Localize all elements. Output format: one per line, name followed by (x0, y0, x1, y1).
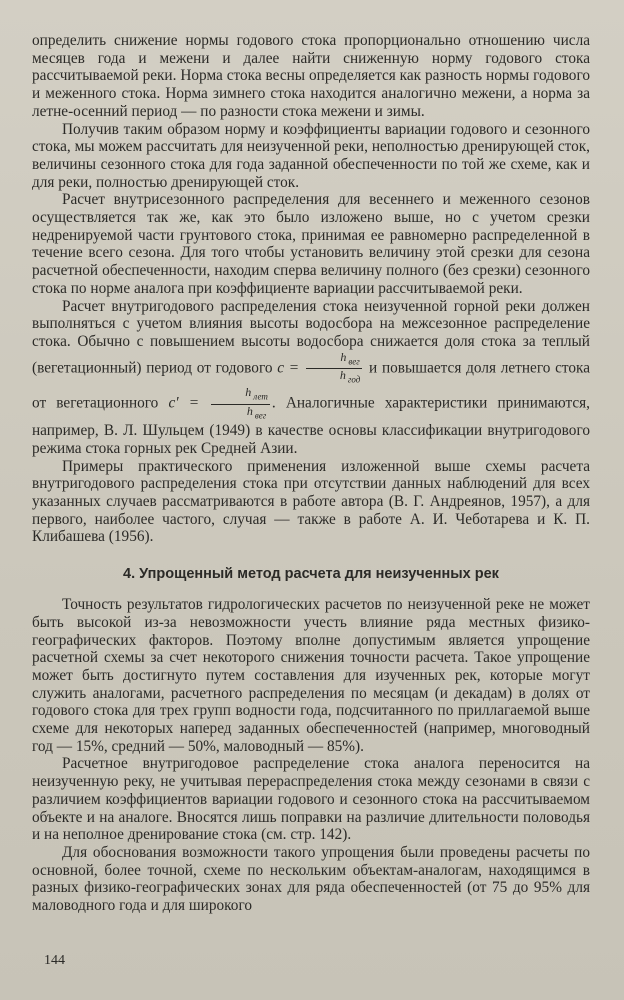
section-heading: 4. Упрощенный метод расчета для неизученных рек (123, 566, 499, 583)
paragraph-1: определить снижение нормы годового стока пропорционально отношению числа месяцев года и межени и далее найти сниженную норму годового стока рассчитываемой реки. Норма стока весны определяется как разность нормы годового и меженного стока. Норма зимнего стока находится аналогично межени, а норма за летне-осенний период — по разности стока межени и зимы. (32, 32, 590, 120)
paragraph-3: Расчет внутрисезонного распределения для весеннего и меженного сезонов осуществляется так же, как это было изложено выше, но с учетом срезки недренируемой части грунтового стока, принимая ее равномерно распределенной в течение всего сезона. Для того чтобы установить величину этой срезки для сезона расчетной обеспеченности, находим сперва величину полного (без срезки) сезонного стока по норме аналога при коэффициенте вариации рассчитываемой реки. (32, 191, 590, 297)
paragraph-4 (32, 298, 590, 458)
paragraph-7: Расчетное внутригодовое распределение стока аналога переносится на неизученную реку, не учитывая перераспределения стока между сезонами в связи с различием коэффициентов вариации годового и сезонного стока на рассчитываемом объекте и на аналоге. Вносятся лишь поправки на различие длительности половодья и на неполное дренирование стока (см. стр. 142). (32, 755, 590, 844)
page-number: 144 (44, 953, 65, 968)
formula-c-fraction: $\frac{h _{вег}}{h _{год}}$ (306, 351, 362, 387)
paragraph-4-start: Расчет внутригодового распределения стока неизученной горной реки должен выполняться с учетом влияния высоты водосбора на межсезонное распределение стока. Обычно с повышением высоты водосбора снижается доля стока за теплый (вегетационный) период от годового (32, 297, 590, 377)
paragraph-4-end: . Аналогичные характеристики принимаются, например, В. Л. Шульцем (1949) в качестве основы классификации внутригодового режима стока горных рек Средней Азии. (32, 394, 590, 457)
formula-cprime-fraction: $\frac{h _{лет}}{h _{вег}}$ (211, 386, 270, 422)
paragraph-6: Точность результатов гидрологических расчетов по неизученной реке не может быть высокой из-за невозможности учесть влияние ряда местных физико-географических факторов. Поэтому вполне допустимым является упрощение расчетной схемы за счет некоторого снижения точности расчета. Такое упрощение может быть достигнуто путем составления для изученных рек, которые могут служить аналогами, расчетного распределения по месяцам (и декадам) в долях от годового стока для трех групп водности года, подсчитанного по приллагаемой выше схеме для некоторых наперед заданных обеспеченностей (например, многоводный год — 15%, средний — 50%, маловодный — 85%). (32, 596, 590, 755)
paragraph-2: Получив таким образом норму и коэффициенты вариации годового и сезонного стока, мы можем рассчитать для неизученной реки, неполностью дренирующей сток, величины сезонного стока для года заданной обеспеченности по той же схеме, как и для реки, полностью дренирующей сток. (32, 120, 590, 191)
formula-c-label: c = (277, 359, 300, 377)
paragraph-4-middle: и повышается доля летнего стока от вегетационного (32, 359, 591, 412)
paragraph-5: Примеры практического применения изложенной выше схемы расчета внутригодового распределения стока при отсутствии данных наблюдений для всех указанных случаев рассматриваются в работе автора (В. Г. Андреянов, 1957), а для первого, наиболее частого, случая — также в работе А. И. Чеботарева и К. П. Клибашева (1956). (32, 457, 590, 546)
paragraph-8: Для обоснования возможности такого упрощения были проведены расчеты по основной, более точной, схеме по нескольким объектам-аналогам, находящимся в разных физико-географических зонах для ряда обеспеченностей (от 75 до 95% для маловодного года и для широкого (32, 843, 590, 915)
formula-cprime-label: c′ = (168, 394, 200, 412)
